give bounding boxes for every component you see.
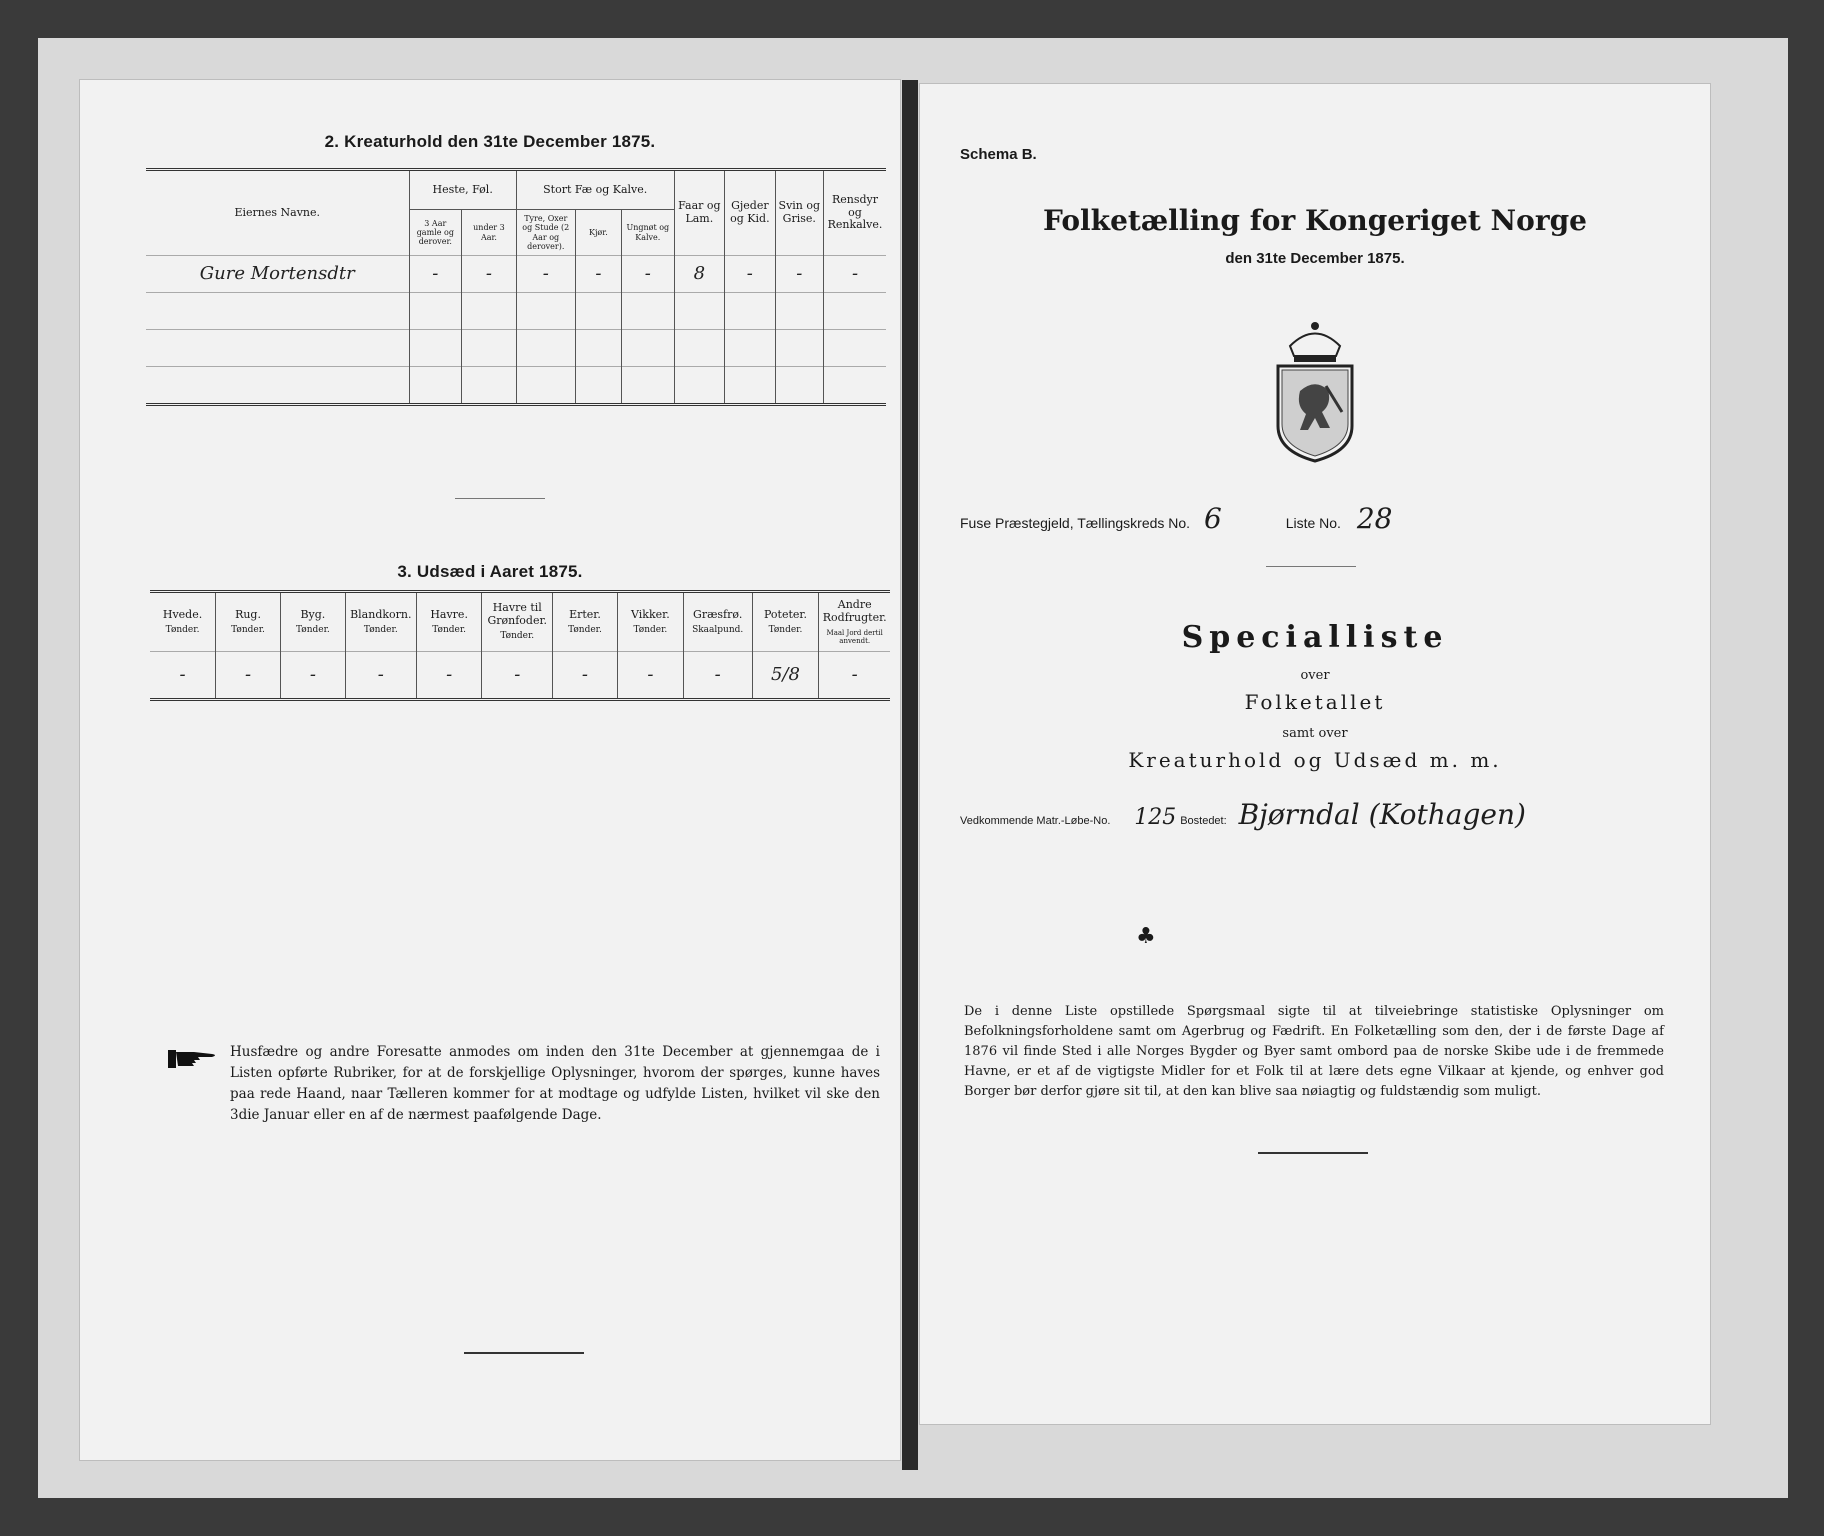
sowing-header-name: Græsfrø. (693, 607, 743, 621)
sowing-header (416, 592, 482, 652)
livestock-table (146, 168, 886, 406)
sowing-header-name: Poteter. (763, 607, 807, 621)
header-reindeer: Rensdyr og Renkalve. (823, 170, 886, 256)
sowing-header-unit: Maal Jord dertil anvendt. (826, 628, 883, 645)
sowing-header-name: Havre til Grønfoder. (487, 601, 548, 627)
left-page (80, 80, 900, 1460)
sowing-header-name: Rug. (235, 607, 261, 621)
cell-goats: - (725, 256, 776, 293)
list-value: 28 (1356, 502, 1393, 535)
section-3-title: 3. Udsæd i Aaret 1875. (397, 562, 583, 581)
sowing-header (150, 592, 216, 652)
sowing-header (752, 592, 819, 652)
sowing-cell: - (482, 652, 553, 700)
parish-suffix: Præstegjeld, (995, 515, 1074, 531)
livestock-row (146, 330, 886, 367)
sowing-header (819, 592, 890, 652)
pointing-hand-icon (168, 1048, 220, 1070)
right-bottom-divider (1258, 1152, 1368, 1154)
folketallet-text: Folketallet (1244, 690, 1386, 714)
sowing-header-unit: Tønder. (295, 625, 330, 636)
sowing-header-unit: Skaalpund. (692, 625, 744, 636)
cell-horses-old: - (409, 256, 462, 293)
district-line (960, 502, 1392, 535)
livestock-row (146, 367, 886, 405)
sowing-cell: - (819, 652, 890, 700)
book-spine (902, 80, 918, 1470)
owner-name: Gure Mortensdtr (146, 256, 409, 293)
header-cattle: Stort Fæ og Kalve. (516, 170, 674, 210)
sowing-header-unit: Tønder. (768, 625, 803, 636)
right-page (920, 84, 1710, 1424)
sowing-header-unit: Tønder. (363, 625, 398, 636)
footer-text: De i denne Liste opstillede Spørgsmaal sigte til at tilveiebringe statistiske Oplysninger om Befolkningsforholdene samt om Agerbrug og Fædrift. En Folketælling som den, der i de første Dage af 1876 vil finde Sted i alle Norges Bygder og Byer samt ombord paa de norske Skibe ude i de fremmede Havne, er et af de vigtigste Midler for et Folk til at lære dets egne Vilkaar at kjende, og enhver god Borger bør derfor gjøre sit til, at den kan blive saa nøiagtig og fuldstændig som muligt. (964, 1004, 1664, 1099)
cell-pigs: - (775, 256, 823, 293)
sowing-header-unit: Tønder. (500, 631, 535, 642)
bottom-divider (464, 1352, 584, 1354)
bosted-label: Bostedet: (1180, 815, 1227, 827)
sowing-header-name: Byg. (300, 607, 326, 621)
header-horses: Heste, Føl. (409, 170, 516, 210)
header-cattle-bulls: Tyre, Oxer og Stude (2 Aar og derover). (516, 210, 575, 256)
sowing-cell: - (553, 652, 618, 700)
sowing-header-unit: Tønder. (633, 625, 668, 636)
livestock-row (146, 293, 886, 330)
header-owner: Eiernes Navne. (146, 170, 409, 256)
sowing-header-name: Andre Rodfrugter. (822, 598, 887, 624)
header-pigs: Svin og Grise. (775, 170, 823, 256)
cell-sheep: 8 (674, 256, 725, 293)
sowing-cell: - (617, 652, 683, 700)
sowing-cell: - (280, 652, 345, 700)
sowing-cell: - (216, 652, 281, 700)
section-2-title: 2. Kreaturhold den 31te December 1875. (324, 132, 656, 151)
sowing-header-name: Blandkorn. (350, 607, 412, 621)
bosted-value: Bjørndal (Kothagen) (1238, 798, 1526, 831)
header-goats: Gjeder og Kid. (725, 170, 776, 256)
cell-cattle-young: - (622, 256, 675, 293)
notice-text: Husfædre og andre Foresatte anmodes om inden den 31te December at gjennemgaa de i Listen opførte Rubriker, for at de forskjellige Oplysninger, hvorom der spørges, kunne haves paa rede Haand, naar Tælleren kommer for at modtage og udfylde Listen, hvilket vil ske den 3die Januar eller en af de nærmest paafølgende Dage. (230, 1044, 880, 1123)
matr-value: 125 (1134, 805, 1177, 830)
livestock-row (146, 256, 886, 293)
spec-title: Specialliste (1181, 620, 1449, 655)
sowing-header (617, 592, 683, 652)
sowing-header-name: Erter. (569, 607, 601, 621)
district-label: Tællingskreds No. (1077, 515, 1191, 531)
header-horses-old: 3 Aar gamle og derover. (409, 210, 462, 256)
list-label: Liste No. (1285, 515, 1341, 531)
sowing-header-unit: Tønder. (231, 625, 265, 636)
main-title: Folketælling for Kongeriget Norge (1043, 204, 1587, 237)
sowing-header-unit: Tønder. (568, 625, 602, 636)
sowing-header-name: Vikker. (631, 607, 670, 621)
sowing-cell: - (416, 652, 482, 700)
header-cattle-young: Ungnøt og Kalve. (622, 210, 675, 256)
ink-mark: ♣ (1136, 924, 1156, 949)
parish-name: Fuse (960, 515, 992, 531)
sowing-header-unit: Tønder. (432, 625, 467, 636)
cell-cattle-cows: - (575, 256, 621, 293)
main-date: den 31te December 1875. (1225, 250, 1405, 267)
sowing-cell: - (345, 652, 416, 700)
right-divider (1266, 566, 1356, 567)
cell-cattle-bulls: - (516, 256, 575, 293)
sowing-cell: - (683, 652, 752, 700)
header-cattle-cows: Kjør. (575, 210, 621, 256)
section-divider (455, 498, 545, 499)
matr-label: Vedkommende Matr.-Løbe-No. (960, 815, 1111, 827)
kreatur-text: Kreaturhold og Udsæd m. m. (1128, 748, 1502, 772)
sowing-cell: - (150, 652, 216, 700)
matr-line (960, 798, 1526, 831)
sowing-header (553, 592, 618, 652)
coat-of-arms-icon (1260, 316, 1370, 466)
header-horses-young: under 3 Aar. (462, 210, 517, 256)
samt-over-text: samt over (1282, 726, 1348, 741)
sowing-table (150, 590, 890, 701)
schema-label: Schema B. (960, 146, 1037, 163)
cell-reindeer: - (823, 256, 886, 293)
header-sheep: Faar og Lam. (674, 170, 725, 256)
sowing-header-name: Havre. (430, 607, 468, 621)
sowing-row (150, 652, 890, 700)
sowing-header-unit: Tønder. (165, 625, 200, 636)
sowing-header (280, 592, 345, 652)
district-value: 6 (1203, 502, 1222, 535)
sowing-header (482, 592, 553, 652)
sowing-header (216, 592, 281, 652)
sowing-cell: 5/8 (752, 652, 819, 700)
over-text: over (1300, 668, 1330, 683)
sowing-header (683, 592, 752, 652)
sowing-header (345, 592, 416, 652)
sowing-header-name: Hvede. (162, 607, 203, 621)
cell-horses-young: - (462, 256, 517, 293)
